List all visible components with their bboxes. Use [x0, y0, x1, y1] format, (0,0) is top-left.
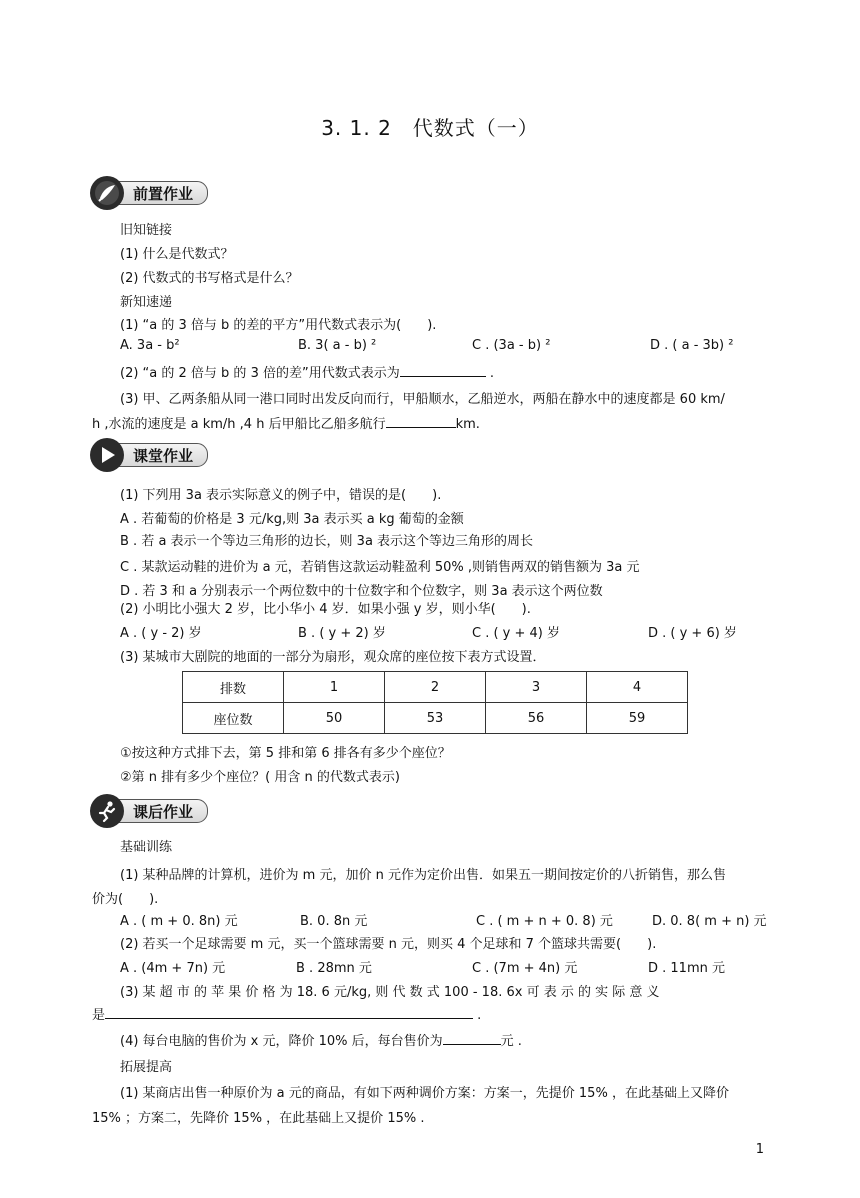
question: (1) 什么是代数式？	[120, 247, 234, 262]
question: 15% ；方案二，先降价 15% ，在此基础上又提价 15% .	[92, 1111, 425, 1126]
option: C . ( y + 4) 岁	[472, 626, 561, 641]
question: (1) 下列用 3a 表示实际意义的例子中，错误的是( ).	[120, 488, 442, 503]
option: A . (4m + 7n) 元	[120, 961, 226, 976]
table-cell: 座位数	[183, 703, 284, 734]
page-number: 1	[755, 1142, 764, 1157]
question: (2) 小明比小强大 2 岁，比小华小 4 岁．如果小强 y 岁，则小华( ).	[120, 602, 531, 617]
question: ②第 n 排有多少个座位？( 用含 n 的代数式表示)	[120, 770, 400, 785]
option: D . ( a - 3b) ²	[650, 338, 734, 353]
table-cell: 排数	[183, 672, 284, 703]
option: C . (7m + 4n) 元	[472, 961, 578, 976]
option: B . ( y + 2) 岁	[298, 626, 386, 641]
answer-blank[interactable]	[443, 1030, 501, 1045]
question: h ,水流的速度是 a km/h ,4 h 后甲船比乙船多航行 km.	[92, 413, 480, 432]
section-label: 课后作业	[118, 799, 208, 823]
answer-blank[interactable]	[400, 362, 486, 377]
question: (2) “a 的 2 倍与 b 的 3 倍的差”用代数式表示为 .	[120, 362, 494, 381]
subheading: 旧知链接	[120, 223, 173, 238]
table-cell: 1	[284, 672, 385, 703]
option: D . 11mn 元	[648, 961, 725, 976]
option: D . ( y + 6) 岁	[648, 626, 737, 641]
option: B. 0. 8n 元	[300, 914, 368, 929]
option: C . 某款运动鞋的进价为 a 元，若销售这款运动鞋盈利 50% ,则销售两双的销售额为 3a 元	[120, 560, 640, 575]
question: (1) 某种品牌的计算机，进价为 m 元，加价 n 元作为定价出售．如果五一期间按定价的八折销售，那么售	[120, 868, 726, 883]
section-label: 课堂作业	[118, 443, 208, 467]
table-cell: 50	[284, 703, 385, 734]
table-cell: 53	[385, 703, 486, 734]
question: (2) 代数式的书写格式是什么？	[120, 271, 299, 286]
question: (3) 某 超 市 的 苹 果 价 格 为 18. 6 元/kg, 则 代 数 式 100 - 18. 6x 可 表 示 的 实 际 意 义	[120, 985, 660, 1000]
subheading: 拓展提高	[120, 1060, 173, 1075]
section-header-class	[90, 438, 208, 472]
question: (2) 若买一个足球需要 m 元，买一个篮球需要 n 元，则买 4 个足球和 7 个篮球共需要( ).	[120, 937, 657, 952]
question: (1) “a 的 3 倍与 b 的差的平方”用代数式表示为( ).	[120, 318, 437, 333]
question: (3) 某城市大剧院的地面的一部分为扇形，观众席的座位按下表方式设置．	[120, 650, 546, 665]
table-cell: 3	[486, 672, 587, 703]
option: A . 若葡萄的价格是 3 元/kg,则 3a 表示买 a kg 葡萄的金额	[120, 512, 464, 527]
option: C . ( m + n + 0. 8) 元	[476, 914, 613, 929]
table-cell: 4	[587, 672, 688, 703]
option: D. 0. 8( m + n) 元	[652, 914, 767, 929]
question: ①按这种方式排下去，第 5 排和第 6 排各有多少个座位？	[120, 746, 451, 761]
option: C . (3a - b) ²	[472, 338, 551, 353]
runner-icon	[90, 794, 124, 828]
question: (1) 某商店出售一种原价为 a 元的商品，有如下两种调价方案：方案一，先提价 15% ，在此基础上又降价	[120, 1086, 729, 1101]
option: B. 3( a - b) ²	[298, 338, 377, 353]
subheading: 基础训练	[120, 840, 173, 855]
table-row	[183, 672, 688, 703]
section-label: 前置作业	[118, 181, 208, 205]
seat-table	[182, 671, 688, 734]
option: B . 28mn 元	[296, 961, 372, 976]
table-cell: 2	[385, 672, 486, 703]
answer-blank[interactable]	[386, 413, 456, 428]
answer-blank[interactable]	[105, 1004, 473, 1019]
table-cell: 56	[486, 703, 587, 734]
pen-icon	[90, 176, 124, 210]
section-header-post	[90, 794, 208, 828]
subheading: 新知速递	[120, 295, 173, 310]
page-title: 3. 1. 2 代数式（一）	[321, 116, 539, 140]
table-cell: 59	[587, 703, 688, 734]
option: B . 若 a 表示一个等边三角形的边长，则 3a 表示这个等边三角形的周长	[120, 534, 534, 549]
section-header-pre	[90, 176, 208, 210]
question: 是 .	[92, 1004, 481, 1023]
table-row	[183, 703, 688, 734]
option: A . ( y - 2) 岁	[120, 626, 202, 641]
question: 价为( ).	[92, 892, 159, 907]
option: A. 3a - b²	[120, 338, 180, 353]
play-icon	[90, 438, 124, 472]
option: D . 若 3 和 a 分别表示一个两位数中的十位数字和个位数字，则 3a 表示这个两位数	[120, 584, 603, 599]
question: (4) 每台电脑的售价为 x 元，降价 10% 后，每台售价为 元 .	[120, 1030, 522, 1049]
option: A . ( m + 0. 8n) 元	[120, 914, 238, 929]
question: (3) 甲、乙两条船从同一港口同时出发反向而行，甲船顺水，乙船逆水，两船在静水中的速度都是 60 km/	[120, 392, 725, 407]
